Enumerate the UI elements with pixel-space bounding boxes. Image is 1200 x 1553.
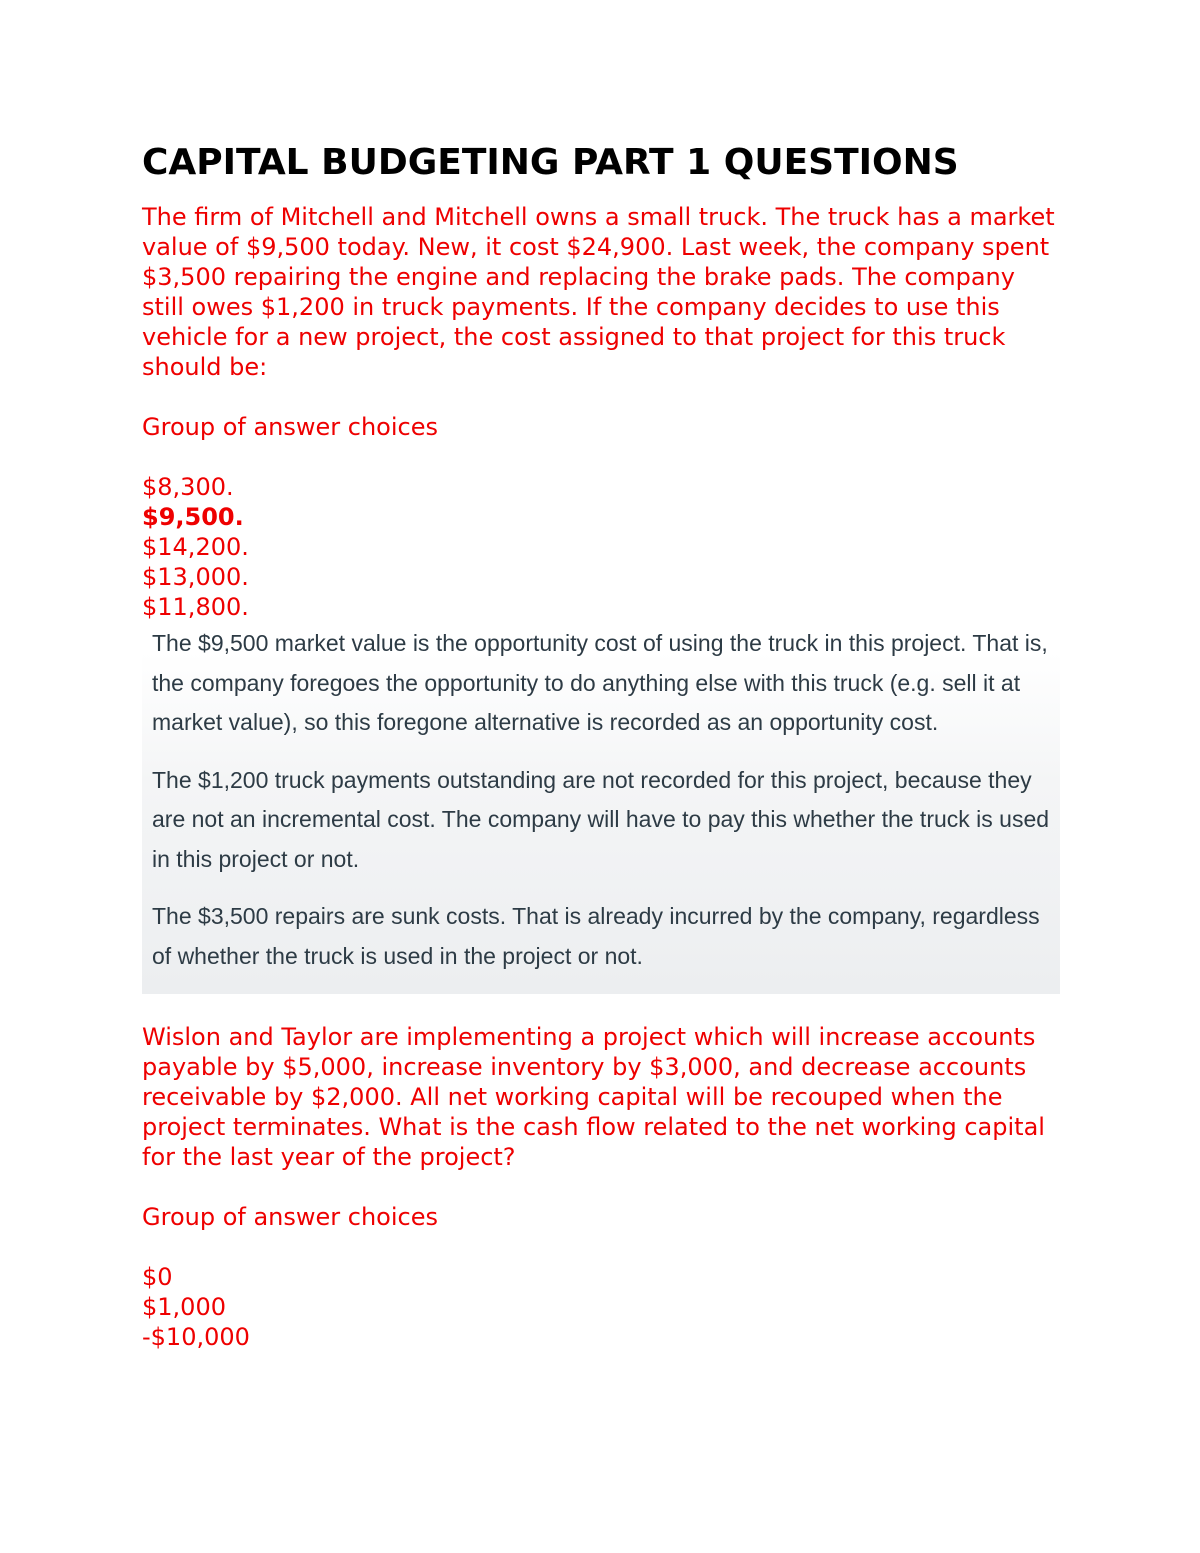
question-1 [142, 202, 1060, 994]
answer-choice: $14,200. [142, 533, 249, 561]
question-1-group-label: Group of answer choices [142, 413, 438, 441]
answer-choice-correct: $9,500. [142, 503, 244, 531]
question-2-text: Wislon and Taylor are implementing a project which will increase accounts payable by $5,000, increase inventory by $3,000, and decrease accounts receivable by $2,000. All net working capital will be recouped when the project terminates. What is the cash flow related to the net working capital for the last year of the project? [142, 1023, 1045, 1171]
question-1-text: The firm of Mitchell and Mitchell owns a small truck. The truck has a market value of $9,500 today. New, it cost $24,900. Last week, the company spent $3,500 repairing the engine and replacing the brake pads. The company still owes $1,200 in truck payments. If the company decides to use this vehicle for a new project, the cost assigned to that project for this truck should be: [142, 203, 1055, 381]
question-1-choices [142, 472, 1060, 622]
answer-choice: $1,000 [142, 1293, 226, 1321]
question-2-choices [142, 1262, 1060, 1352]
answer-choice: $13,000. [142, 563, 249, 591]
explanation-paragraph: The $1,200 truck payments outstanding are not recorded for this project, because they are not an incremental cost. The company will have to pay this whether the truck is used in this project or not. [152, 766, 1050, 872]
explanation-paragraph: The $9,500 market value is the opportunity cost of using the truck in this project. That is, the company foregoes the opportunity to do anything else with this truck (e.g. sell it at market value), so this foregone alternative is recorded as an opportunity cost. [152, 630, 1048, 735]
answer-choice: -$10,000 [142, 1323, 250, 1351]
document-title: CAPITAL BUDGETING PART 1 QUESTIONS [142, 142, 959, 183]
answer-choice: $8,300. [142, 473, 234, 501]
question-1-explanation [142, 622, 1060, 994]
answer-choice: $11,800. [142, 593, 249, 621]
document-page [142, 140, 1060, 1352]
explanation-paragraph: The $3,500 repairs are sunk costs. That is already incurred by the company, regardless of whether the truck is used in the project or not. [152, 903, 1040, 969]
question-2 [142, 1022, 1060, 1352]
question-2-group-label: Group of answer choices [142, 1203, 438, 1231]
answer-choice: $0 [142, 1263, 173, 1291]
